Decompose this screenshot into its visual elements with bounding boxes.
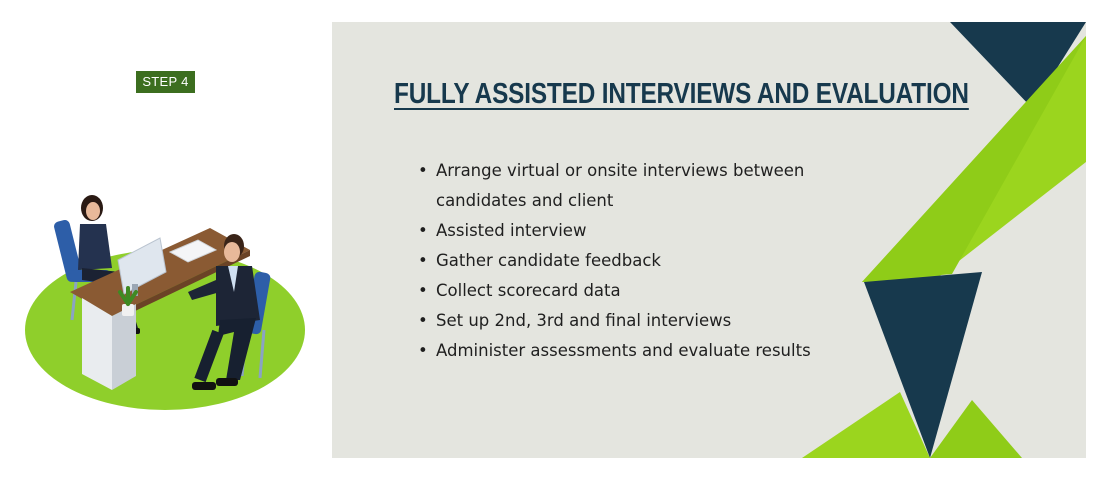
list-item: • Gather candidate feedback <box>418 246 858 276</box>
page-title: FULLY ASSISTED INTERVIEWS AND EVALUATION <box>394 78 969 110</box>
step-content-panel <box>332 22 1086 458</box>
feature-list <box>418 156 858 366</box>
step-badge: STEP 4 <box>136 71 195 93</box>
list-item: • Administer assessments and evaluate results <box>418 336 858 366</box>
interview-illustration <box>20 180 320 420</box>
list-item: • Arrange virtual or onsite interviews between candidates and client <box>418 156 858 216</box>
list-item: • Assisted interview <box>418 216 858 246</box>
list-item: • Collect scorecard data <box>418 276 858 306</box>
list-item: • Set up 2nd, 3rd and final interviews <box>418 306 858 336</box>
